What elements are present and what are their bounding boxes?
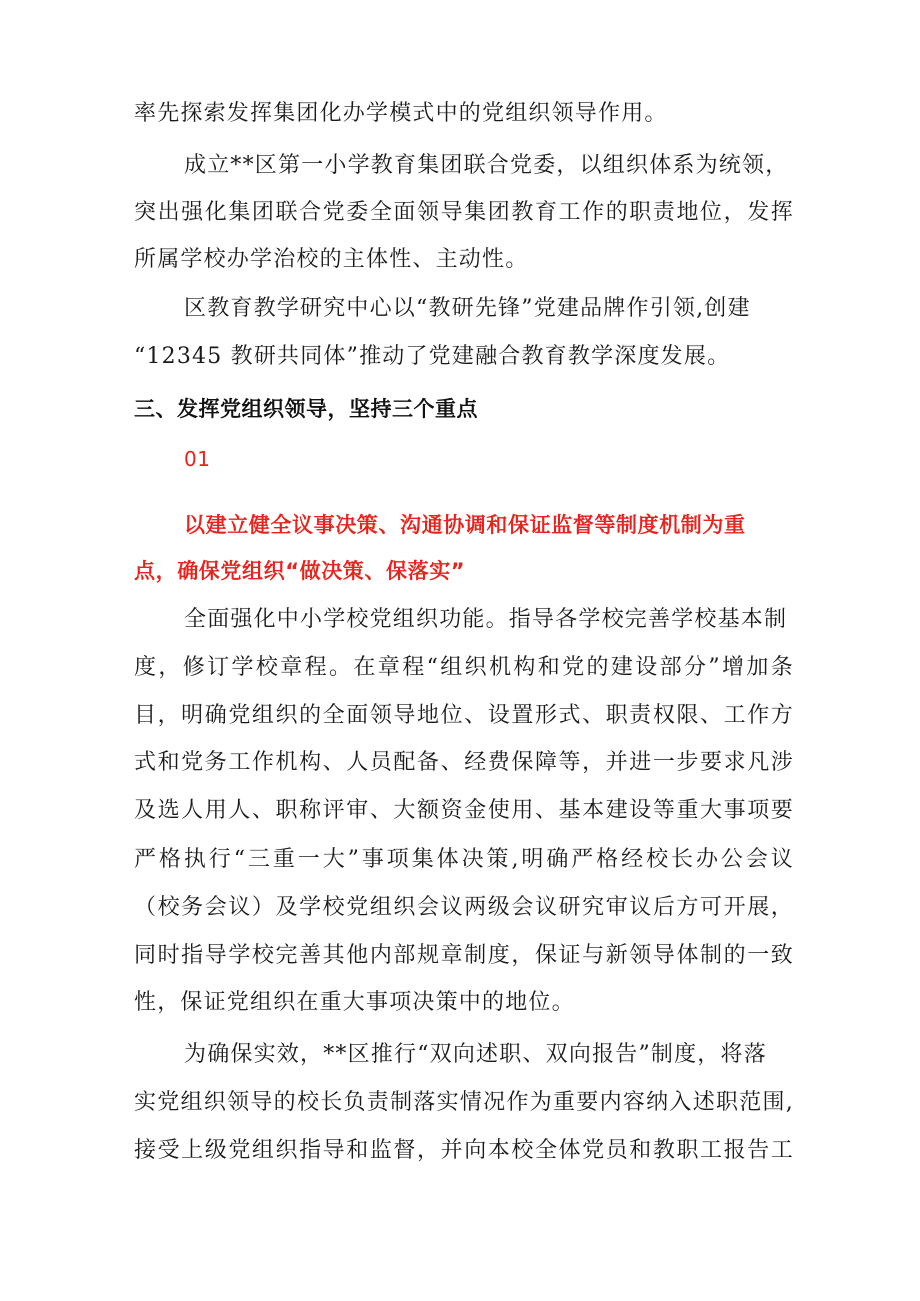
paragraph-line: 突出强化集团联合党委全面领导集团教育工作的职责地位，发挥 [134,200,794,225]
paragraph-line: 区教育教学研究中心以“教研先锋”党建品牌作引领,创建 [184,296,751,321]
section-number: 01 [184,447,211,471]
paragraph-line: 全面强化中小学校党组织功能。指导各学校完善学校基本制 [184,607,788,632]
paragraph-line: 同时指导学校完善其他内部规章制度，保证与新领导体制的一致 [134,943,794,968]
section-heading: 三、发挥党组织领导，坚持三个重点 [134,397,478,421]
paragraph-line: 实党组织领导的校长负责制落实情况作为重要内容纳入述职范围, [134,1090,794,1115]
paragraph-line: 接受上级党组织指导和监督，并向本校全体党员和教职工报告工 [134,1138,794,1163]
paragraph-line: 及选人用人、职称评审、大额资金使用、基本建设等重大事项要 [134,798,794,823]
paragraph-line: “12345 教研共同体”推动了党建融合教育教学深度发展。 [134,344,731,369]
subheading-line: 以建立健全议事决策、沟通协调和保证监督等制度机制为重 [184,513,746,537]
subheading-line: 点，确保党组织“做决策、保落实” [134,559,466,583]
paragraph-line: 成立**区第一小学教育集团联合党委，以组织体系为统领， [184,153,789,178]
paragraph-line: 为确保实效，**区推行“双向述职、双向报告”制度，将落 [184,1042,767,1067]
paragraph-line: 率先探索发挥集团化办学模式中的党组织领导作用。 [134,101,668,126]
paragraph-line: 度，修订学校章程。在章程“组织机构和党的建设部分”增加条 [134,655,794,680]
paragraph-line: 所属学校办学治校的主体性、主动性。 [134,247,529,272]
paragraph-line: 严格执行“三重一大”事项集体决策,明确严格经校长办公会议 [134,847,794,872]
paragraph-line: 式和党务工作机构、人员配备、经费保障等，并进一步要求凡涉 [134,750,794,775]
paragraph-line: 性，保证党组织在重大事项决策中的地位。 [134,990,575,1015]
paragraph-line: 目，明确党组织的全面领导地位、设置形式、职责权限、工作方 [134,703,794,728]
paragraph-line: （校务会议）及学校党组织会议两级会议研究审议后方可开展， [134,895,794,920]
